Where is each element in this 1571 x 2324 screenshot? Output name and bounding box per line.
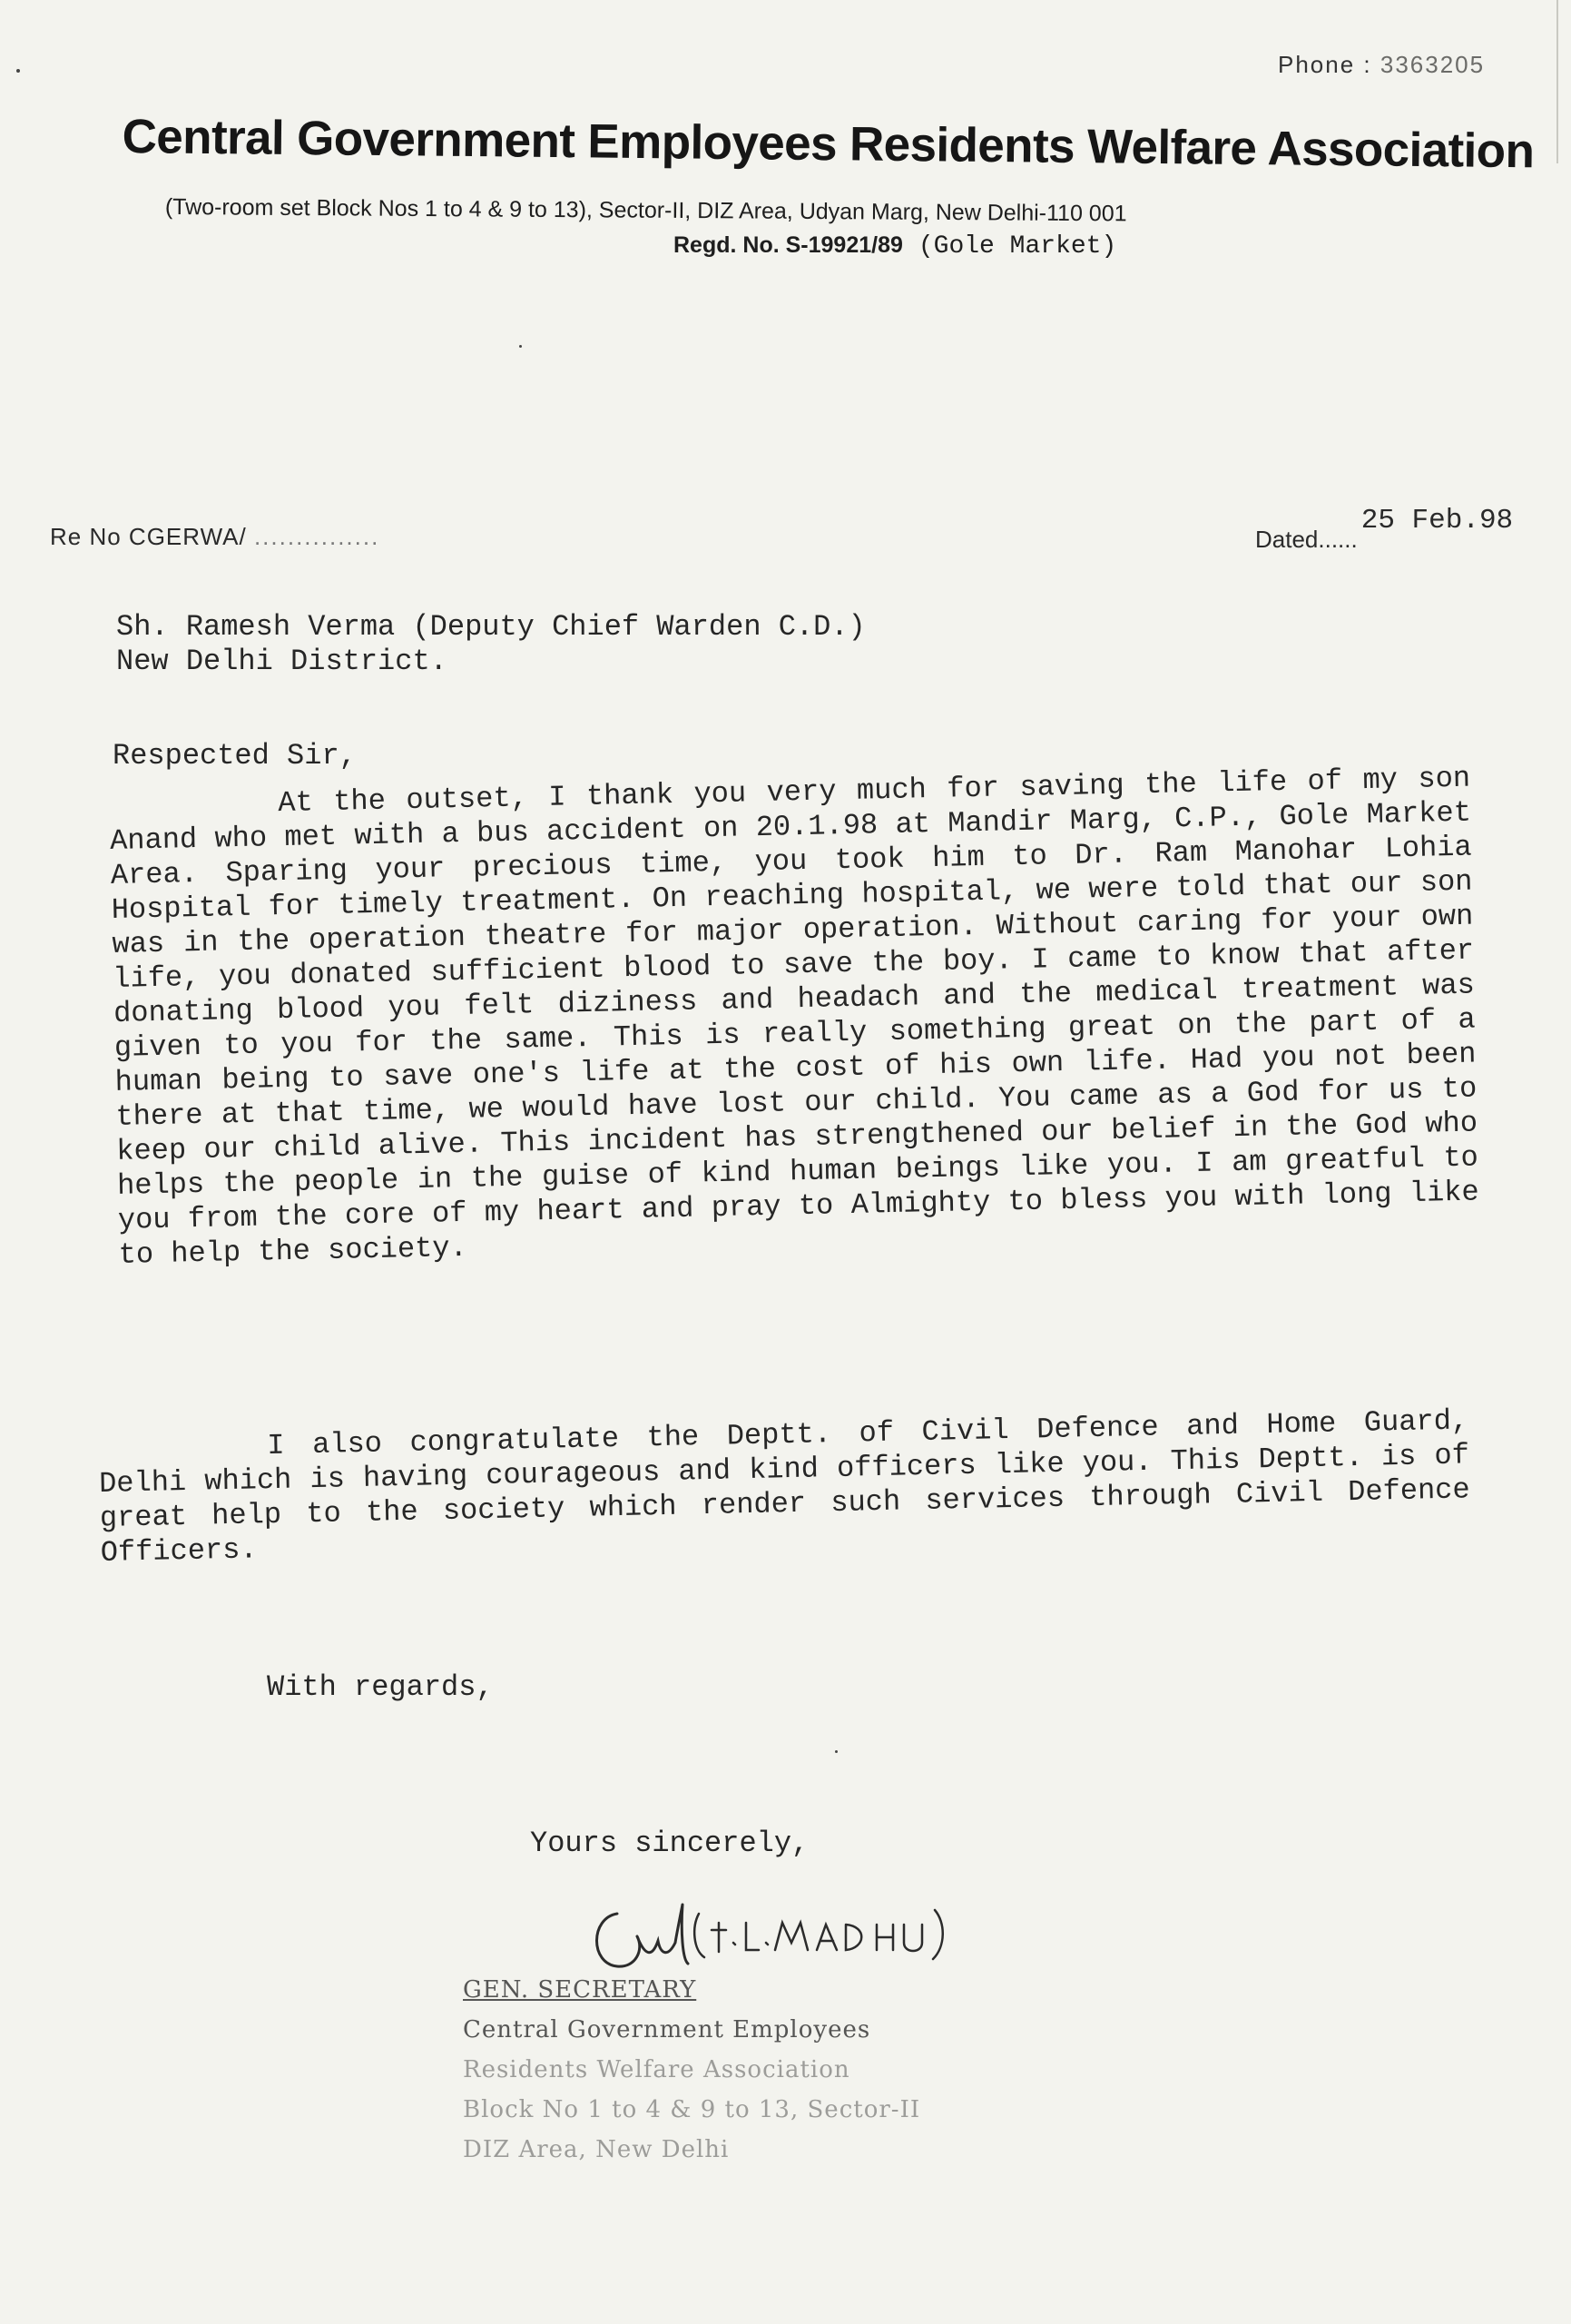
rubber-stamp [463, 1970, 1026, 2170]
regards-line: With regards, [267, 1670, 494, 1704]
closing-line: Yours sincerely, [530, 1827, 810, 1860]
reference-label: Re No CGERWA/ [50, 523, 247, 550]
paper-speck [519, 345, 522, 348]
paper-speck [16, 69, 20, 73]
body-paragraph-2: I also congratulate the Deptt. of Civil Defence and Home Guard, Delhi which is having courageous and kind officers like you. This Deptt. is of great help to the society which render such services through Civil Defence Officers. [98, 1403, 1471, 1570]
page-edge-line [1556, 0, 1558, 163]
addressee-block [116, 610, 866, 679]
phone-line [1278, 51, 1485, 79]
organization-title: Central Government Employees Residents Welfare Association [122, 109, 1535, 179]
body-paragraph-1: At the outset, I thank you very much for saving the life of my son Anand who met with a bus accident on 20.1.98 at Mandir Marg, C.P., Gole Market Area. Sparing your precious time, you took him to Dr. Ram Manohar Lohia Hospital for timely treatment. On reaching hospital, we were told that our son was in the operation theatre for major operation. Without caring for your own life, you donated sufficient blood to save the boy. I came to know that after donating blood you felt diziness and headach and the medical treatment was given to you for the same. This is really something great on the part of a human being to save one's life at the cost of his own life. Had you not been there at that time, we would have lost our child. You came as a God for us to keep our child alive. This incident has strengthened our belief in the God who helps the people in the guise of kind human beings like you. I am greatful to you from the core of my heart and pray to Almighty to bless you with long like to help the society. [109, 761, 1479, 1272]
letter-date: 25 Feb.98 [1360, 505, 1514, 537]
stamp-block: Block No 1 to 4 & 9 to 13, Sector-II [463, 2096, 921, 2123]
stamp-association: Residents Welfare Association [463, 2056, 850, 2083]
salutation: Respected Sir, [113, 739, 357, 773]
phone-label: Phone : [1278, 51, 1372, 78]
paper-speck [835, 1750, 838, 1753]
registration-note: (Gole Market) [918, 232, 1117, 261]
stamp-org: Central Government Employees [463, 2016, 871, 2043]
stamp-title: GEN. SECRETARY [463, 1976, 697, 2004]
addressee-district: New Delhi District. [116, 645, 447, 678]
reference-blank: ............... [253, 523, 380, 550]
date-line [1255, 505, 1514, 553]
phone-number: 3363205 [1380, 51, 1486, 78]
stamp-area: DIZ Area, New Delhi [463, 2136, 730, 2163]
registration-number: Regd. No. S-19921/89 [673, 232, 903, 258]
registration-line [673, 232, 1116, 261]
organization-address: (Two-room set Block Nos 1 to 4 & 9 to 13), Sector-II, DIZ Area, Udyan Marg, New Delhi-110 001 [164, 194, 1127, 227]
dated-label: Dated...... [1255, 526, 1358, 553]
addressee-name: Sh. Ramesh Verma (Deputy Chief Warden C.D.) [116, 610, 866, 644]
reference-number [50, 523, 379, 551]
